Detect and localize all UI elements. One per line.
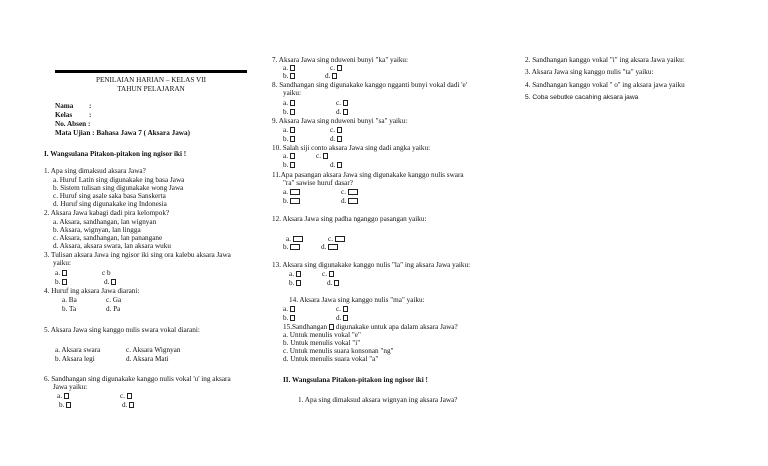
option-c: c. — [330, 64, 335, 72]
option-d: d. — [104, 278, 110, 286]
option-c: c. — [120, 392, 125, 400]
javanese-glyph-icon — [290, 153, 295, 159]
option-c: c. Untuk menulis suara konsonan "ng" — [283, 347, 394, 355]
option-b: b. — [283, 243, 289, 251]
question-stem: 3. Tulisan aksara Jawa ing ngisor iki sing ora kalebu aksara Jawa — [44, 251, 231, 259]
option-b: b. — [283, 161, 289, 169]
javanese-glyph-icon — [337, 127, 342, 133]
question-stem: 14. Aksara Jawa sing kanggo nulis "ma" yaiku: — [289, 296, 425, 304]
question-stem: 6. Sandhangan sing digunakake kanggo nulis vokal 'u' ing aksara — [44, 375, 231, 383]
option-b: b. Ta — [62, 305, 77, 313]
question-stem: 15.Sandhangan — [283, 323, 328, 331]
option-a: a. Untuk menulis vokal "e" — [283, 331, 361, 339]
option-d: d. Untuk menulis suara vokal "a" — [283, 355, 379, 363]
javanese-glyph-icon — [328, 244, 338, 250]
javanese-glyph-icon — [329, 271, 334, 277]
option-b: b. — [55, 278, 61, 286]
option-d: d. — [336, 108, 342, 116]
option-c: c b — [102, 269, 111, 277]
javanese-glyph-icon — [323, 153, 328, 159]
option-c: c. — [336, 99, 341, 107]
javanese-glyph-icon — [343, 306, 348, 312]
question-stem: 10. Salah siji conto aksara Jawa sing dadi angka yaiku: — [272, 144, 431, 152]
option-a: a. — [286, 235, 291, 243]
option-c: c. — [336, 305, 341, 313]
option-a: a. — [57, 392, 62, 400]
option-a: a. — [283, 64, 288, 72]
question-stem: 7. Aksara Jawa sing nduweni bunyi "ka" yaiku: — [272, 56, 409, 64]
option-d: d. — [321, 243, 327, 251]
header-rule — [55, 70, 247, 73]
javanese-glyph-icon — [337, 162, 342, 168]
option-d: d. — [336, 314, 342, 322]
javanese-glyph-icon — [334, 280, 339, 286]
option-a: a. Aksara swara — [55, 346, 101, 354]
option-b: b. — [283, 72, 289, 80]
essay-question-3: 3. Aksara Jawa sing kanggo nulis "ta" yaiku: — [525, 68, 654, 76]
option-a: a. — [289, 270, 294, 278]
option-c: c. Huruf sing asale saka basa Sanskerta — [53, 192, 166, 200]
option-c: c. — [341, 188, 346, 196]
option-d: d. Aksara, aksara swara, lan aksara wuku — [53, 242, 171, 250]
section2-title: II. Wangsulana Pitakon-pitakon ing ngisor iki ! — [283, 376, 428, 384]
option-b: b. Aksara legi — [55, 355, 95, 363]
javanese-glyph-icon — [293, 236, 303, 242]
question-stem: 9. Aksara Jawa sing nduweni bunyi "sa" yaiku: — [272, 117, 408, 125]
javanese-glyph-icon — [290, 73, 295, 79]
question-stem-cont: Jawa yaiku: — [53, 383, 88, 391]
option-a: a. — [283, 99, 288, 107]
question-stem-cont: digunakake untuk apa dalam aksara Jawa? — [335, 323, 458, 331]
javanese-glyph-icon — [348, 189, 358, 195]
option-a: a. — [283, 188, 288, 196]
javanese-glyph-icon — [296, 271, 301, 277]
option-c: c. — [316, 152, 321, 160]
exam-title: PENILAIAN HARIAN – KELAS VII — [95, 76, 207, 84]
exam-year: TAHUN PELAJARAN — [117, 85, 185, 93]
question-stem: 12. Aksara Jawa sing padha nganggo pasangan yaiku: — [272, 215, 427, 223]
option-c: c. — [328, 235, 333, 243]
option-d: d. — [341, 197, 347, 205]
option-a: a. — [283, 126, 288, 134]
javanese-glyph-icon — [127, 393, 132, 399]
option-b: b. — [59, 401, 65, 409]
question-stem: 11.Apa pasangan aksara Jawa sing digunakake kanggo nulis swara — [272, 171, 464, 179]
question-stem: 1. Apa sing dimaksud aksara Jawa? — [44, 167, 146, 175]
question-stem-cont: yaiku: — [283, 89, 301, 97]
label-nama: Nama — [55, 102, 74, 110]
javanese-glyph-icon — [129, 402, 134, 408]
colon-kelas: : — [89, 111, 92, 119]
javanese-glyph-icon — [337, 136, 342, 142]
javanese-glyph-icon — [296, 280, 301, 286]
option-c: c. Aksara Wignyan — [126, 346, 181, 354]
javanese-glyph-icon — [290, 198, 300, 204]
option-b: b. — [283, 108, 289, 116]
javanese-glyph-icon — [290, 315, 295, 321]
javanese-glyph-icon — [290, 65, 295, 71]
javanese-glyph-icon — [343, 315, 348, 321]
option-b: b. Untuk menulis vokal "i" — [283, 339, 361, 347]
javanese-glyph-icon — [64, 393, 69, 399]
label-kelas: Kelas — [55, 111, 73, 119]
label-mapel: Mata Ujian : Bahasa Jawa 7 ( Aksara Jawa) — [55, 129, 190, 137]
essay-question-2: 2. Sandhangan kanggo vokal "i" ing aksara Jawa yaiku: — [525, 56, 685, 64]
label-absen: No. Absen : — [55, 120, 91, 128]
option-c: c. — [322, 270, 327, 278]
javanese-glyph-icon — [290, 127, 295, 133]
javanese-glyph-icon — [62, 279, 67, 285]
question-stem: 8. Sandhangan sing digunakake kanggo ngganti bunyi vokal dadi 'e' — [272, 81, 468, 89]
javanese-glyph-icon — [343, 109, 348, 115]
question-stem: 5. Aksara Jawa sing kanggo nulis swara vokal diarani: — [44, 326, 200, 334]
option-b: b. — [283, 314, 289, 322]
section1-title: I. Wangsulana Pitakon-pitakon ing ngisor iki ! — [44, 150, 187, 158]
option-c: c. Ga — [106, 296, 122, 304]
option-d: d. Huruf sing digunakake ing Indonesia — [53, 200, 167, 208]
essay-question-4: 4. Sandhangan kanggo vokal '' o'' ing aksara jawa yaiku — [525, 81, 685, 89]
question-stem-cont: yaiku: — [53, 259, 71, 267]
javanese-glyph-icon — [329, 324, 334, 330]
option-d: d. — [327, 279, 333, 287]
question-stem: 2. Aksara Jawa kabagi dadi pira kelompok? — [44, 209, 170, 217]
javanese-glyph-icon — [290, 244, 300, 250]
option-a: a. — [55, 269, 60, 277]
essay-question-5: 5. Coba sebutke cacahing aksara jawa — [525, 94, 639, 101]
option-a: a. Huruf Latin sing digunakake ing basa Jawa — [53, 176, 185, 184]
javanese-glyph-icon — [335, 236, 345, 242]
question-stem-cont: "ra" sawise huruf dasar? — [283, 179, 353, 187]
option-d: d. — [325, 72, 331, 80]
javanese-glyph-icon — [290, 162, 295, 168]
option-b: b. — [283, 197, 289, 205]
option-d: d. — [330, 161, 336, 169]
question-stem: 4. Huruf ing aksara Jawa diarani: — [44, 287, 140, 295]
option-a: a. Ba — [62, 296, 77, 304]
javanese-glyph-icon — [290, 189, 300, 195]
javanese-glyph-icon — [290, 306, 295, 312]
option-c: c. Aksara, sandhangan, lan panangane — [53, 234, 163, 242]
question-stem: 13. Aksara sing digunakake kanggo nulis "la" ing aksara Jawa yaiku: — [272, 261, 471, 269]
javanese-glyph-icon — [66, 402, 71, 408]
javanese-glyph-icon — [343, 100, 348, 106]
javanese-glyph-icon — [111, 279, 116, 285]
javanese-glyph-icon — [62, 270, 67, 276]
javanese-glyph-icon — [348, 198, 358, 204]
essay-question-1: 1. Apa sing dimaksud aksara wignyan ing aksara Jawa? — [298, 396, 458, 404]
option-d: d. Pa — [106, 305, 121, 313]
option-b: b. Sistem tulisan sing digunakake wong Jawa — [53, 184, 184, 192]
option-a: a. — [283, 305, 288, 313]
option-a: a. — [283, 152, 288, 160]
option-a: a. Aksara, sandhangan, lan wignyan — [53, 218, 157, 226]
colon-nama: : — [89, 102, 92, 110]
option-d: d. — [330, 135, 336, 143]
javanese-glyph-icon — [290, 100, 295, 106]
option-c: c. — [330, 126, 335, 134]
option-b: b. — [289, 279, 295, 287]
javanese-glyph-icon — [290, 136, 295, 142]
option-b: b. — [283, 135, 289, 143]
option-d: d. — [122, 401, 128, 409]
option-d: d. Aksara Mati — [126, 355, 169, 363]
javanese-glyph-icon — [290, 109, 295, 115]
option-b: b. Aksara, wignyan, lan lingga — [53, 226, 141, 234]
javanese-glyph-icon — [332, 73, 337, 79]
javanese-glyph-icon — [337, 65, 342, 71]
